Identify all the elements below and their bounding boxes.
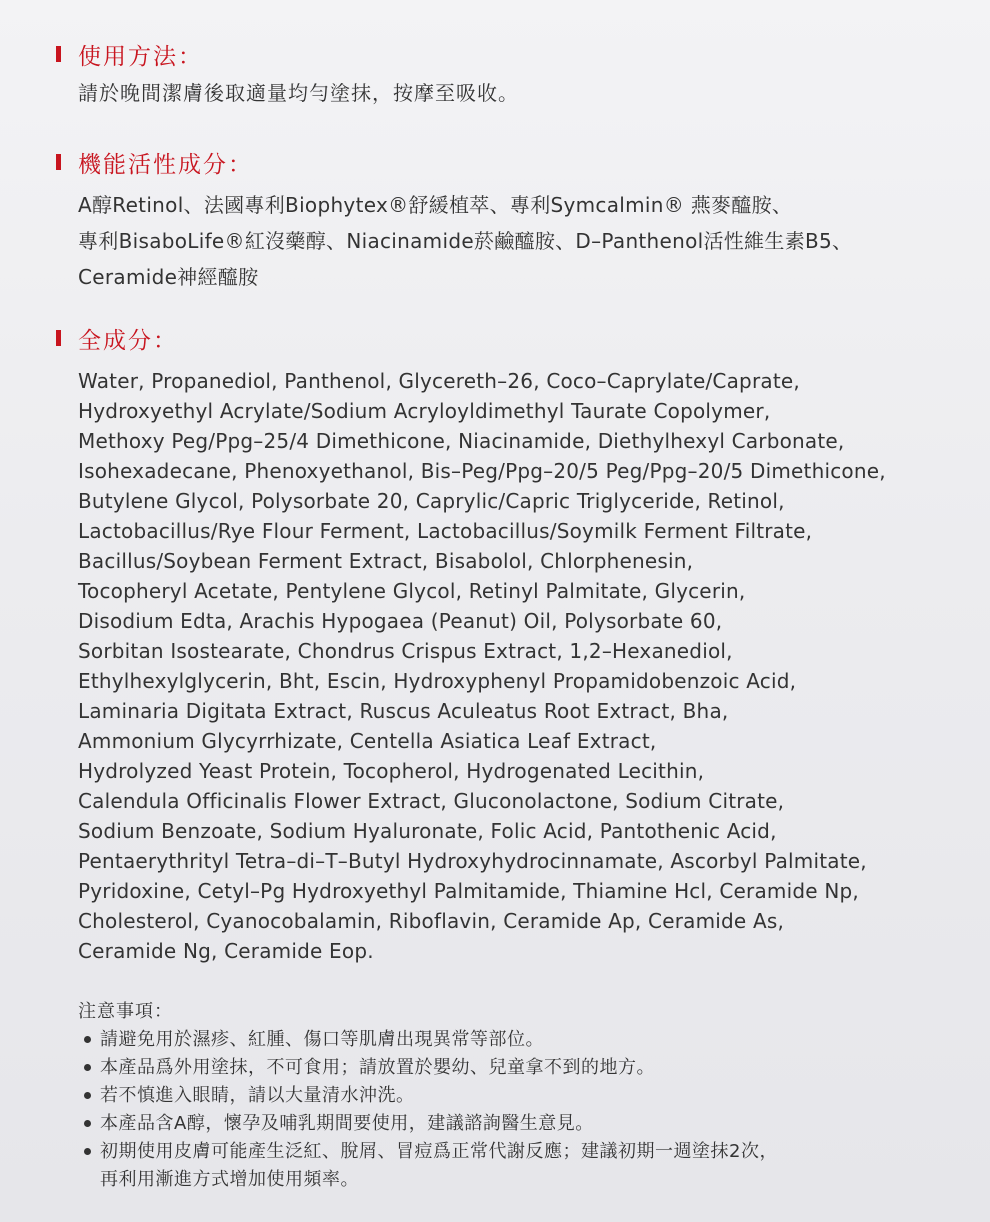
- note-item: [78, 1054, 958, 1082]
- bullet-icon: [84, 1092, 91, 1099]
- usage-text: 請於晚間潔膚後取適量均勻塗抹，按摩至吸收。: [78, 81, 519, 105]
- bullet-icon: [84, 1120, 91, 1127]
- ingredient-line: Cholesterol, Cyanocobalamin, Riboflavin, Ceramide Ap, Ceramide As,: [78, 909, 785, 933]
- note-text: 初期使用皮膚可能產生泛紅、脫屑、冒痘爲正常代謝反應；建議初期一週塗抹2次，: [100, 1141, 778, 1162]
- functional-section: [56, 146, 956, 295]
- ingredient-line: Ethylhexylglycerin, Bht, Escin, Hydroxyphenyl Propamidobenzoic Acid,: [78, 669, 797, 693]
- note-text: 請避免用於濕疹、紅腫、傷口等肌膚出現異常等部位。: [100, 1029, 544, 1050]
- note-text: 若不慎進入眼睛，請以大量清水沖洗。: [100, 1085, 415, 1106]
- functional-list: [56, 187, 956, 295]
- heading-marker: [56, 330, 61, 346]
- notes-section: [78, 998, 958, 1194]
- functional-title: 機能活性成分：: [78, 151, 253, 178]
- ingredient-line: Disodium Edta, Arachis Hypogaea (Peanut) Oil, Polysorbate 60,: [78, 609, 723, 633]
- ingredients-section: [56, 322, 956, 966]
- heading-marker: [56, 46, 61, 62]
- heading-marker: [56, 154, 61, 170]
- ingredient-line: Calendula Officinalis Flower Extract, Gluconolactone, Sodium Citrate,: [78, 789, 785, 813]
- ingredients-title: 全成分：: [78, 327, 178, 354]
- ingredient-line: Ammonium Glycyrrhizate, Centella Asiatica Leaf Extract,: [78, 729, 657, 753]
- bullet-icon: [84, 1064, 91, 1071]
- note-text: 本產品爲外用塗抹，不可食用；請放置於嬰幼、兒童拿不到的地方。: [100, 1057, 655, 1078]
- notes-list: [78, 1026, 958, 1194]
- ingredients-heading: [56, 322, 956, 354]
- functional-line: A醇Retinol、法國專利Biophytex®舒緩植萃、專利Symcalmin® 燕麥醯胺、: [78, 193, 793, 217]
- functional-line: Ceramide神經醯胺: [78, 265, 259, 289]
- note-item: [78, 1082, 958, 1110]
- ingredient-line: Lactobacillus/Rye Flour Ferment, Lactobacillus/Soymilk Ferment Filtrate,: [78, 519, 813, 543]
- note-item: [78, 1138, 958, 1194]
- ingredient-line: Water, Propanediol, Panthenol, Glycereth–26, Coco–Caprylate/Caprate,: [78, 369, 800, 393]
- functional-line: 專利BisaboLife®紅沒藥醇、Niacinamide菸鹼醯胺、D–Panthenol活性維生素B5、: [78, 229, 853, 253]
- notes-title: 注意事項：: [78, 1001, 173, 1022]
- ingredient-line: Sodium Benzoate, Sodium Hyaluronate, Folic Acid, Pantothenic Acid,: [78, 819, 777, 843]
- usage-section: [56, 38, 956, 110]
- ingredient-line: Ceramide Ng, Ceramide Eop.: [78, 939, 374, 963]
- note-text: 本產品含A醇，懷孕及哺乳期間要使用，建議諮詢醫生意見。: [100, 1113, 594, 1134]
- ingredient-line: Methoxy Peg/Ppg–25/4 Dimethicone, Niacinamide, Diethylhexyl Carbonate,: [78, 429, 845, 453]
- bullet-icon: [84, 1148, 91, 1155]
- note-text: 再利用漸進方式增加使用頻率。: [100, 1169, 359, 1190]
- ingredient-line: Hydrolyzed Yeast Protein, Tocopherol, Hydrogenated Lecithin,: [78, 759, 705, 783]
- usage-title: 使用方法：: [78, 43, 203, 70]
- ingredient-line: Isohexadecane, Phenoxyethanol, Bis–Peg/Ppg–20/5 Peg/Ppg–20/5 Dimethicone,: [78, 459, 886, 483]
- note-item: [78, 1026, 958, 1054]
- ingredient-line: Pyridoxine, Cetyl–Pg Hydroxyethyl Palmitamide, Thiamine Hcl, Ceramide Np,: [78, 879, 859, 903]
- ingredient-line: Tocopheryl Acetate, Pentylene Glycol, Retinyl Palmitate, Glycerin,: [78, 579, 746, 603]
- ingredient-line: Hydroxyethyl Acrylate/Sodium Acryloyldimethyl Taurate Copolymer,: [78, 399, 771, 423]
- usage-heading: [56, 38, 956, 70]
- ingredient-line: Sorbitan Isostearate, Chondrus Crispus Extract, 1,2–Hexanediol,: [78, 639, 733, 663]
- ingredient-line: Laminaria Digitata Extract, Ruscus Aculeatus Root Extract, Bha,: [78, 699, 729, 723]
- bullet-icon: [84, 1036, 91, 1043]
- ingredient-line: Bacillus/Soybean Ferment Extract, Bisabolol, Chlorphenesin,: [78, 549, 694, 573]
- ingredient-line: Butylene Glycol, Polysorbate 20, Caprylic/Capric Triglyceride, Retinol,: [78, 489, 785, 513]
- ingredients-list: [56, 366, 956, 966]
- functional-heading: [56, 146, 956, 178]
- ingredient-line: Pentaerythrityl Tetra–di–T–Butyl Hydroxyhydrocinnamate, Ascorbyl Palmitate,: [78, 849, 867, 873]
- note-item: [78, 1110, 958, 1138]
